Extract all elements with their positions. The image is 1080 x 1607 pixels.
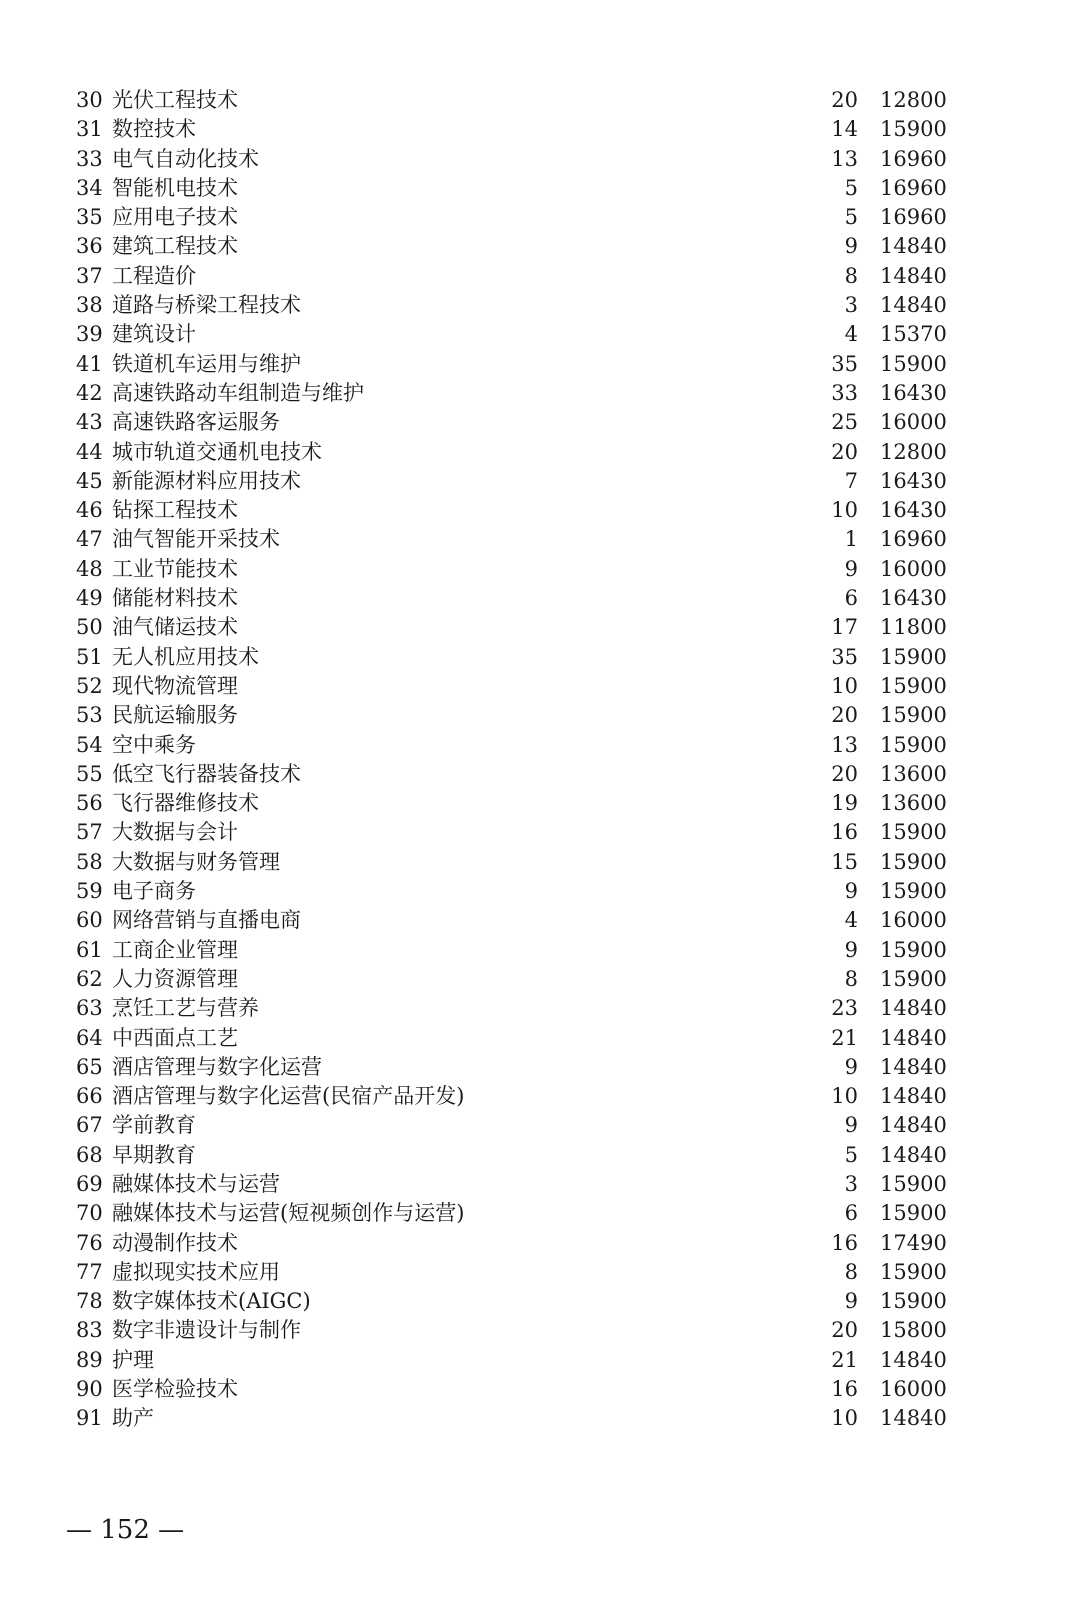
program-code: 46 bbox=[76, 498, 103, 523]
enrollment-count: 20 bbox=[831, 761, 858, 786]
enrollment-count: 3 bbox=[844, 293, 858, 318]
enrollment-count: 4 bbox=[844, 908, 858, 933]
enrollment-count: 20 bbox=[831, 439, 858, 464]
program-code: 49 bbox=[76, 586, 103, 611]
table-row bbox=[0, 174, 1080, 203]
program-name: 光伏工程技术 bbox=[112, 88, 238, 112]
program-code: 68 bbox=[76, 1142, 103, 1167]
enrollment-count: 10 bbox=[831, 1084, 858, 1109]
tuition-fee: 11800 bbox=[880, 615, 947, 640]
tuition-fee: 16960 bbox=[880, 527, 947, 552]
program-name: 数字媒体技术(AIGC) bbox=[112, 1289, 311, 1314]
enrollment-count: 5 bbox=[844, 205, 858, 230]
program-name: 电气自动化技术 bbox=[112, 146, 259, 171]
tuition-fee: 14840 bbox=[880, 234, 947, 259]
tuition-fee: 15900 bbox=[880, 644, 947, 669]
table-row bbox=[0, 232, 1080, 261]
program-name: 医学检验技术 bbox=[112, 1377, 238, 1402]
table-row bbox=[0, 291, 1080, 320]
enrollment-count: 13 bbox=[831, 732, 858, 757]
program-code: 56 bbox=[76, 791, 103, 816]
tuition-fee: 16000 bbox=[880, 1377, 947, 1402]
table-row bbox=[0, 1199, 1080, 1228]
program-code: 67 bbox=[76, 1113, 103, 1138]
program-name: 烹饪工艺与营养 bbox=[112, 996, 259, 1021]
enrollment-count: 9 bbox=[844, 1289, 858, 1314]
table-row bbox=[0, 994, 1080, 1023]
program-code: 53 bbox=[76, 703, 103, 728]
tuition-fee: 15900 bbox=[880, 1171, 947, 1196]
table-row bbox=[0, 86, 1080, 115]
tuition-fee: 15900 bbox=[880, 117, 947, 142]
tuition-fee: 15800 bbox=[880, 1318, 947, 1343]
program-table bbox=[0, 86, 1080, 1434]
tuition-fee: 16430 bbox=[880, 468, 947, 493]
program-code: 63 bbox=[76, 996, 103, 1021]
table-row bbox=[0, 262, 1080, 291]
table-row bbox=[0, 936, 1080, 965]
tuition-fee: 15900 bbox=[880, 351, 947, 376]
program-code: 59 bbox=[76, 879, 103, 904]
table-row bbox=[0, 1053, 1080, 1082]
enrollment-count: 16 bbox=[831, 1377, 858, 1402]
tuition-fee: 16000 bbox=[880, 410, 947, 435]
program-code: 41 bbox=[76, 351, 103, 376]
program-code: 54 bbox=[76, 732, 103, 757]
tuition-fee: 14840 bbox=[880, 1054, 947, 1079]
program-code: 31 bbox=[76, 117, 103, 142]
enrollment-count: 8 bbox=[844, 966, 858, 991]
table-row bbox=[0, 438, 1080, 467]
table-row bbox=[0, 1111, 1080, 1140]
enrollment-count: 9 bbox=[844, 879, 858, 904]
program-name: 油气储运技术 bbox=[112, 615, 238, 640]
enrollment-count: 8 bbox=[844, 263, 858, 288]
tuition-fee: 14840 bbox=[880, 293, 947, 318]
table-row bbox=[0, 731, 1080, 760]
program-code: 55 bbox=[76, 761, 103, 786]
table-row bbox=[0, 672, 1080, 701]
program-name: 人力资源管理 bbox=[112, 966, 238, 991]
tuition-fee: 16430 bbox=[880, 380, 947, 405]
tuition-fee: 16960 bbox=[880, 146, 947, 171]
tuition-fee: 14840 bbox=[880, 996, 947, 1021]
program-code: 42 bbox=[76, 380, 103, 405]
enrollment-count: 8 bbox=[844, 1259, 858, 1284]
enrollment-count: 10 bbox=[831, 673, 858, 698]
enrollment-count: 6 bbox=[844, 1201, 858, 1226]
enrollment-count: 20 bbox=[831, 88, 858, 112]
program-code: 48 bbox=[76, 556, 103, 581]
enrollment-count: 5 bbox=[844, 1142, 858, 1167]
enrollment-count: 7 bbox=[844, 468, 858, 493]
table-row bbox=[0, 1287, 1080, 1316]
program-name: 铁道机车运用与维护 bbox=[112, 351, 301, 376]
enrollment-count: 15 bbox=[831, 849, 858, 874]
tuition-fee: 15900 bbox=[880, 673, 947, 698]
program-name: 融媒体技术与运营(短视频创作与运营) bbox=[112, 1201, 465, 1226]
table-row bbox=[0, 145, 1080, 174]
program-code: 45 bbox=[76, 468, 103, 493]
program-code: 30 bbox=[76, 88, 103, 112]
tuition-fee: 13600 bbox=[880, 791, 947, 816]
enrollment-count: 23 bbox=[831, 996, 858, 1021]
table-row bbox=[0, 818, 1080, 847]
page-number: — 152 — bbox=[66, 1515, 185, 1545]
program-name: 建筑设计 bbox=[112, 322, 196, 347]
program-code: 62 bbox=[76, 966, 103, 991]
enrollment-count: 33 bbox=[831, 380, 858, 405]
tuition-fee: 16000 bbox=[880, 908, 947, 933]
program-code: 43 bbox=[76, 410, 103, 435]
program-name: 工业节能技术 bbox=[112, 556, 238, 581]
program-name: 早期教育 bbox=[112, 1142, 196, 1167]
table-row bbox=[0, 701, 1080, 730]
table-row bbox=[0, 555, 1080, 584]
program-code: 89 bbox=[76, 1347, 103, 1372]
program-name: 民航运输服务 bbox=[112, 703, 238, 728]
enrollment-count: 17 bbox=[831, 615, 858, 640]
table-row bbox=[0, 1346, 1080, 1375]
enrollment-count: 20 bbox=[831, 1318, 858, 1343]
enrollment-count: 35 bbox=[831, 644, 858, 669]
program-code: 83 bbox=[76, 1318, 103, 1343]
program-code: 70 bbox=[76, 1201, 103, 1226]
enrollment-count: 21 bbox=[831, 1347, 858, 1372]
program-code: 76 bbox=[76, 1230, 103, 1255]
program-name: 空中乘务 bbox=[112, 732, 196, 757]
program-name: 酒店管理与数字化运营(民宿产品开发) bbox=[112, 1084, 465, 1109]
program-code: 78 bbox=[76, 1289, 103, 1314]
table-row bbox=[0, 643, 1080, 672]
tuition-fee: 16430 bbox=[880, 498, 947, 523]
program-name: 飞行器维修技术 bbox=[112, 791, 259, 816]
program-code: 52 bbox=[76, 673, 103, 698]
program-code: 61 bbox=[76, 937, 103, 962]
tuition-fee: 16000 bbox=[880, 556, 947, 581]
program-name: 新能源材料应用技术 bbox=[112, 468, 301, 493]
table-row bbox=[0, 1316, 1080, 1345]
program-name: 助产 bbox=[112, 1406, 154, 1431]
program-name: 建筑工程技术 bbox=[112, 234, 238, 259]
tuition-fee: 15900 bbox=[880, 1259, 947, 1284]
tuition-fee: 12800 bbox=[880, 88, 947, 112]
program-code: 65 bbox=[76, 1054, 103, 1079]
table-row bbox=[0, 1258, 1080, 1287]
table-row bbox=[0, 379, 1080, 408]
enrollment-count: 25 bbox=[831, 410, 858, 435]
program-code: 44 bbox=[76, 439, 103, 464]
tuition-fee: 17490 bbox=[880, 1230, 947, 1255]
program-name: 钻探工程技术 bbox=[112, 498, 238, 523]
program-code: 37 bbox=[76, 263, 103, 288]
table-row bbox=[0, 613, 1080, 642]
tuition-fee: 14840 bbox=[880, 1142, 947, 1167]
tuition-fee: 15900 bbox=[880, 1201, 947, 1226]
tuition-fee: 15900 bbox=[880, 937, 947, 962]
table-row bbox=[0, 1229, 1080, 1258]
tuition-fee: 14840 bbox=[880, 1113, 947, 1138]
table-row bbox=[0, 1375, 1080, 1404]
program-code: 69 bbox=[76, 1171, 103, 1196]
tuition-fee: 15900 bbox=[880, 1289, 947, 1314]
table-row bbox=[0, 1141, 1080, 1170]
program-code: 50 bbox=[76, 615, 103, 640]
program-name: 工商企业管理 bbox=[112, 937, 238, 962]
table-row bbox=[0, 1024, 1080, 1053]
program-code: 91 bbox=[76, 1406, 103, 1431]
tuition-fee: 15900 bbox=[880, 849, 947, 874]
enrollment-count: 9 bbox=[844, 234, 858, 259]
table-row bbox=[0, 467, 1080, 496]
table-row bbox=[0, 1170, 1080, 1199]
program-name: 网络营销与直播电商 bbox=[112, 908, 301, 933]
tuition-fee: 16960 bbox=[880, 205, 947, 230]
program-name: 中西面点工艺 bbox=[112, 1025, 238, 1050]
tuition-fee: 14840 bbox=[880, 1025, 947, 1050]
enrollment-count: 20 bbox=[831, 703, 858, 728]
program-name: 智能机电技术 bbox=[112, 175, 238, 200]
program-name: 数控技术 bbox=[112, 117, 196, 142]
program-name: 道路与桥梁工程技术 bbox=[112, 293, 301, 318]
table-row bbox=[0, 408, 1080, 437]
program-code: 47 bbox=[76, 527, 103, 552]
tuition-fee: 15900 bbox=[880, 820, 947, 845]
program-name: 高速铁路动车组制造与维护 bbox=[112, 380, 364, 405]
program-code: 34 bbox=[76, 175, 103, 200]
enrollment-count: 16 bbox=[831, 1230, 858, 1255]
table-row bbox=[0, 203, 1080, 232]
enrollment-count: 4 bbox=[844, 322, 858, 347]
tuition-fee: 14840 bbox=[880, 263, 947, 288]
enrollment-count: 16 bbox=[831, 820, 858, 845]
table-row bbox=[0, 1404, 1080, 1433]
table-row bbox=[0, 350, 1080, 379]
tuition-fee: 14840 bbox=[880, 1406, 947, 1431]
program-name: 融媒体技术与运营 bbox=[112, 1171, 280, 1196]
program-name: 油气智能开采技术 bbox=[112, 527, 280, 552]
table-row bbox=[0, 906, 1080, 935]
program-code: 66 bbox=[76, 1084, 103, 1109]
tuition-fee: 15900 bbox=[880, 879, 947, 904]
tuition-fee: 15370 bbox=[880, 322, 947, 347]
program-code: 58 bbox=[76, 849, 103, 874]
program-name: 高速铁路客运服务 bbox=[112, 410, 280, 435]
table-row bbox=[0, 115, 1080, 144]
program-code: 57 bbox=[76, 820, 103, 845]
enrollment-count: 19 bbox=[831, 791, 858, 816]
program-name: 储能材料技术 bbox=[112, 586, 238, 611]
program-name: 数字非遗设计与制作 bbox=[112, 1318, 301, 1343]
enrollment-count: 1 bbox=[844, 527, 858, 552]
table-row bbox=[0, 496, 1080, 525]
program-name: 学前教育 bbox=[112, 1113, 196, 1138]
table-row bbox=[0, 848, 1080, 877]
program-code: 35 bbox=[76, 205, 103, 230]
program-name: 动漫制作技术 bbox=[112, 1230, 238, 1255]
tuition-fee: 13600 bbox=[880, 761, 947, 786]
table-row bbox=[0, 877, 1080, 906]
program-name: 大数据与财务管理 bbox=[112, 849, 280, 874]
enrollment-count: 9 bbox=[844, 1113, 858, 1138]
tuition-fee: 16960 bbox=[880, 175, 947, 200]
tuition-fee: 15900 bbox=[880, 703, 947, 728]
program-name: 大数据与会计 bbox=[112, 820, 238, 845]
tuition-fee: 14840 bbox=[880, 1347, 947, 1372]
enrollment-count: 21 bbox=[831, 1025, 858, 1050]
tuition-fee: 15900 bbox=[880, 966, 947, 991]
table-row bbox=[0, 525, 1080, 554]
program-code: 77 bbox=[76, 1259, 103, 1284]
program-name: 工程造价 bbox=[112, 263, 196, 288]
tuition-fee: 16430 bbox=[880, 586, 947, 611]
program-code: 36 bbox=[76, 234, 103, 259]
program-code: 33 bbox=[76, 146, 103, 171]
enrollment-count: 9 bbox=[844, 937, 858, 962]
table-row bbox=[0, 584, 1080, 613]
enrollment-count: 10 bbox=[831, 498, 858, 523]
tuition-fee: 15900 bbox=[880, 732, 947, 757]
enrollment-count: 5 bbox=[844, 175, 858, 200]
program-code: 90 bbox=[76, 1377, 103, 1402]
enrollment-count: 13 bbox=[831, 146, 858, 171]
program-name: 酒店管理与数字化运营 bbox=[112, 1054, 322, 1079]
program-name: 无人机应用技术 bbox=[112, 644, 259, 669]
enrollment-count: 14 bbox=[831, 117, 858, 142]
tuition-fee: 12800 bbox=[880, 439, 947, 464]
program-code: 64 bbox=[76, 1025, 103, 1050]
enrollment-count: 9 bbox=[844, 556, 858, 581]
program-name: 低空飞行器装备技术 bbox=[112, 761, 301, 786]
program-name: 现代物流管理 bbox=[112, 673, 238, 698]
table-row bbox=[0, 320, 1080, 349]
table-row bbox=[0, 789, 1080, 818]
program-name: 应用电子技术 bbox=[112, 205, 238, 230]
enrollment-count: 10 bbox=[831, 1406, 858, 1431]
enrollment-count: 6 bbox=[844, 586, 858, 611]
table-row bbox=[0, 1082, 1080, 1111]
tuition-fee: 14840 bbox=[880, 1084, 947, 1109]
program-code: 60 bbox=[76, 908, 103, 933]
table-row bbox=[0, 760, 1080, 789]
program-name: 电子商务 bbox=[112, 879, 196, 904]
enrollment-count: 35 bbox=[831, 351, 858, 376]
program-name: 虚拟现实技术应用 bbox=[112, 1259, 280, 1284]
program-name: 城市轨道交通机电技术 bbox=[112, 439, 322, 464]
enrollment-count: 3 bbox=[844, 1171, 858, 1196]
program-code: 51 bbox=[76, 644, 103, 669]
program-code: 39 bbox=[76, 322, 103, 347]
table-row bbox=[0, 965, 1080, 994]
program-code: 38 bbox=[76, 293, 103, 318]
program-name: 护理 bbox=[112, 1347, 154, 1372]
enrollment-count: 9 bbox=[844, 1054, 858, 1079]
